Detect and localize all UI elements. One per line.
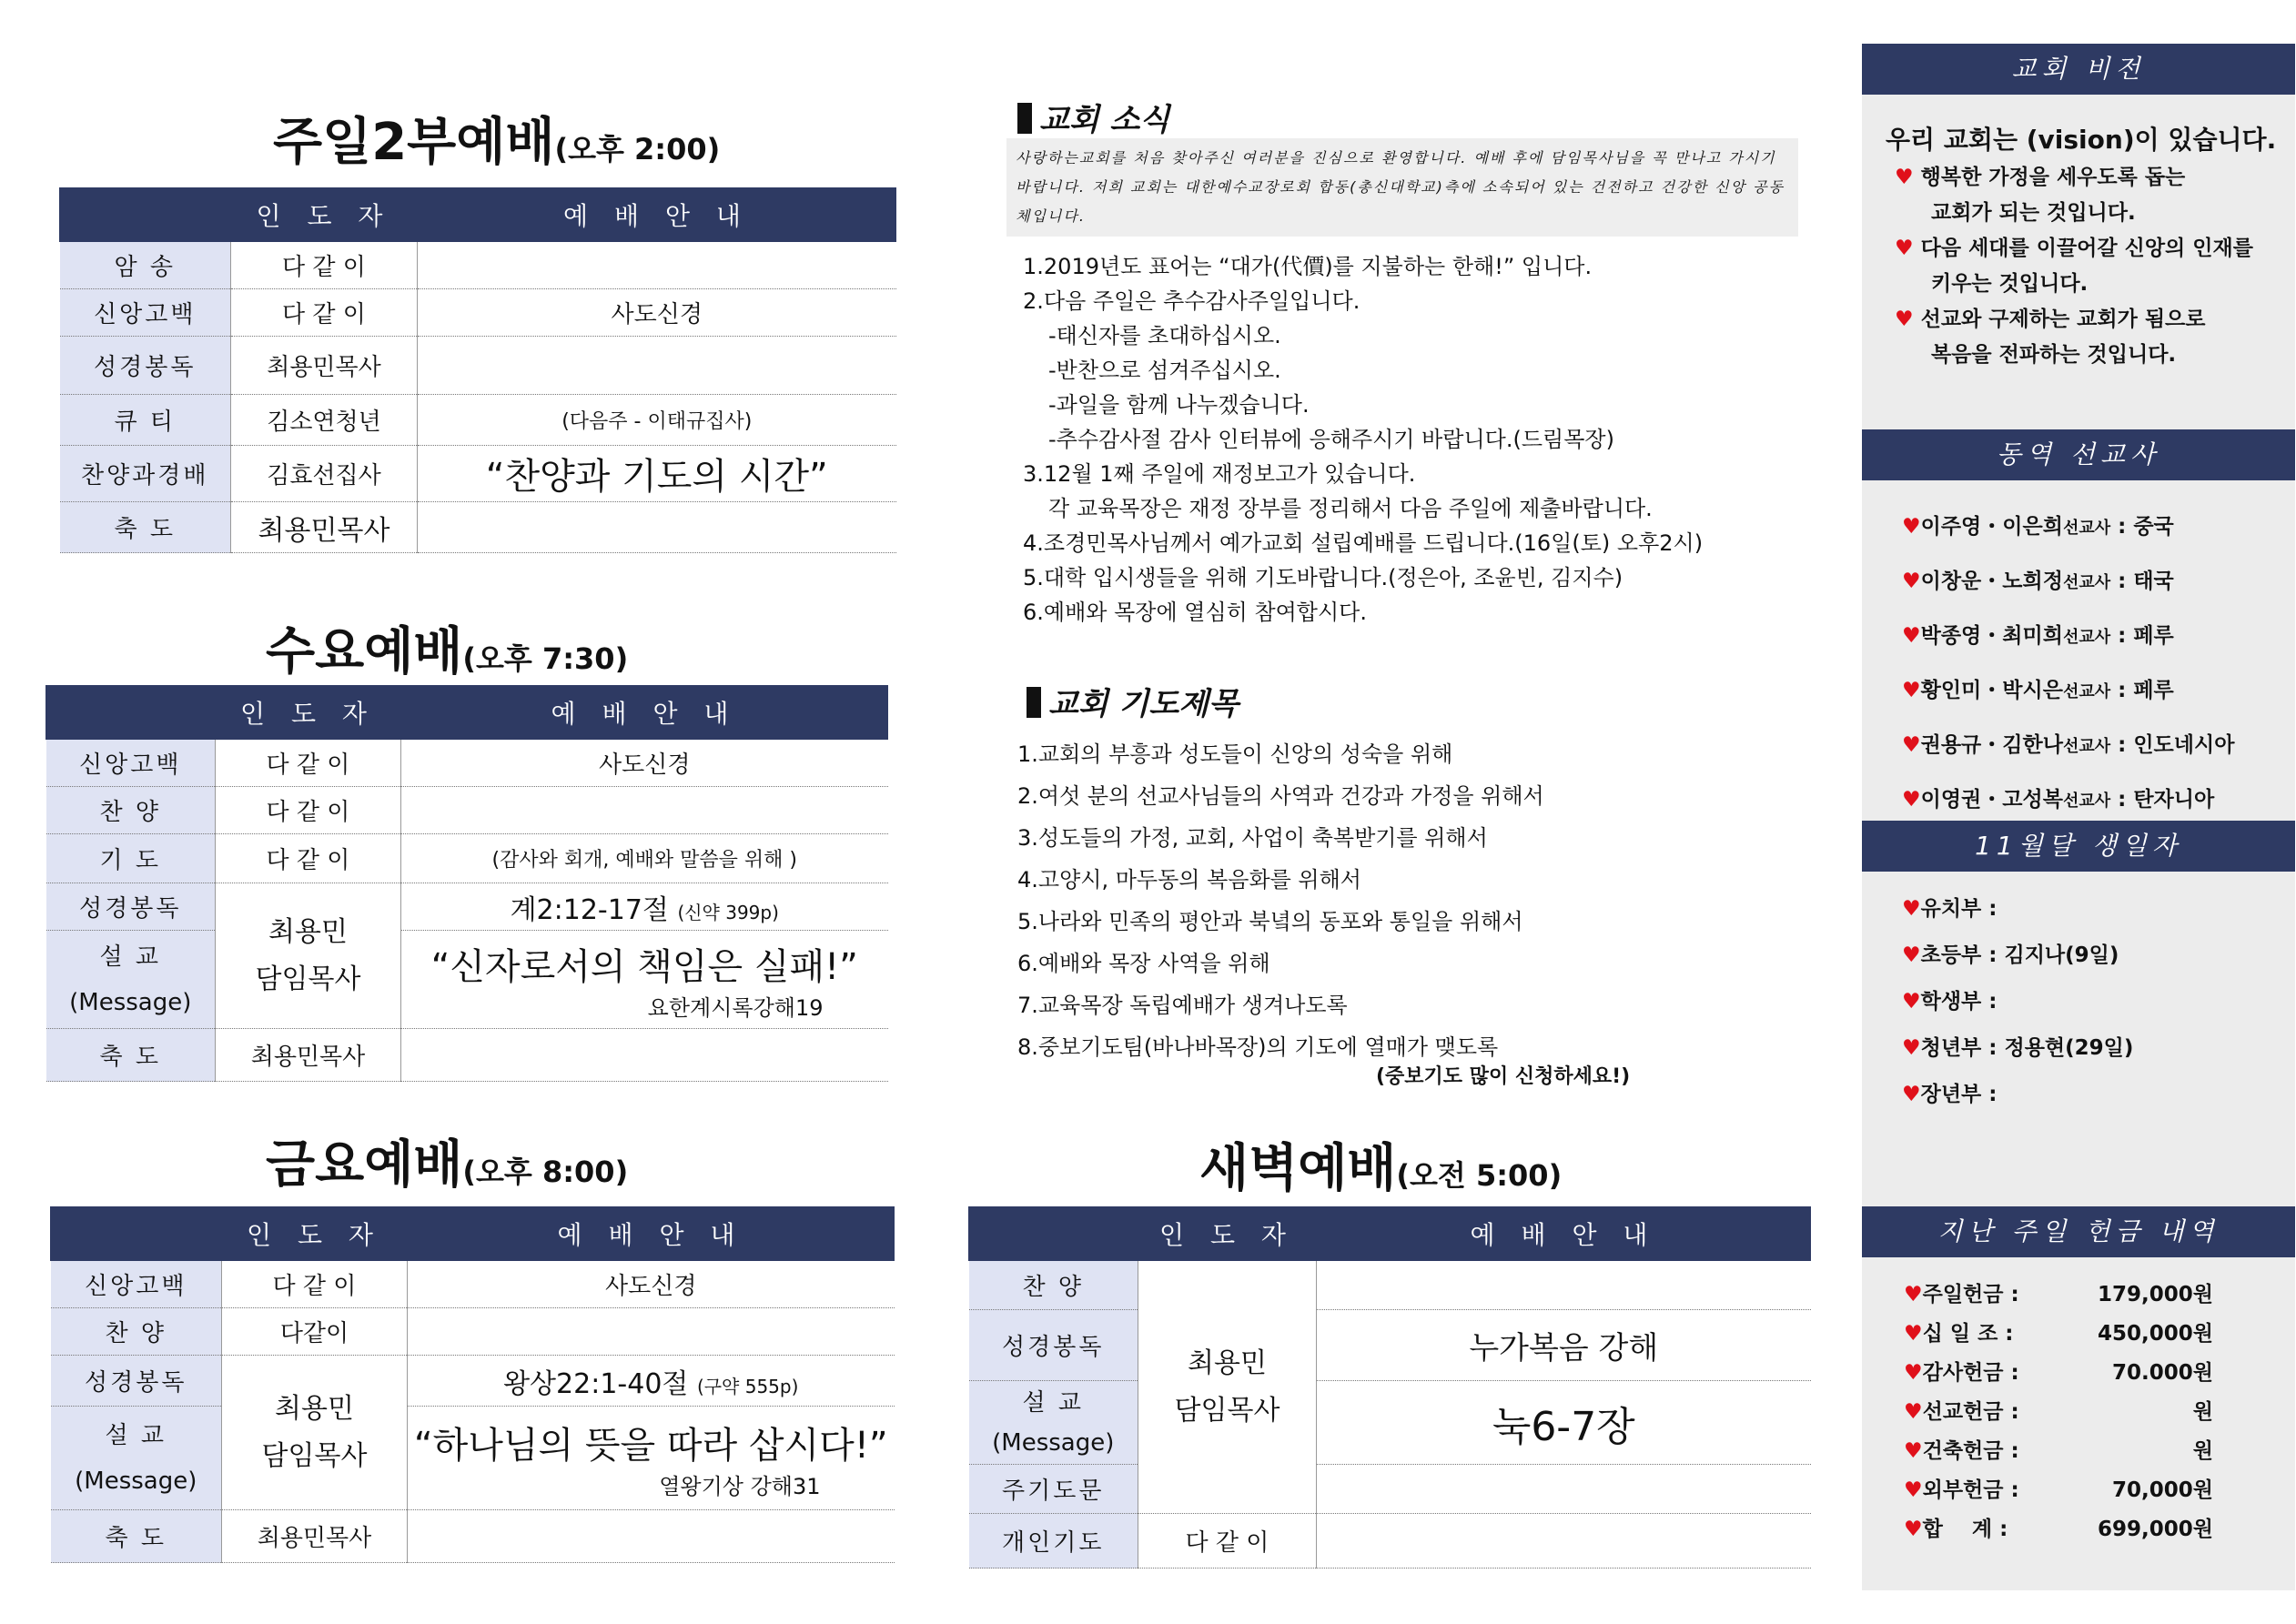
table-row (51, 1510, 895, 1563)
birthday-dept: 청년부 : (1920, 1036, 1998, 1060)
vision-line: 선교와 구제하는 교회가 됨으로 (1920, 308, 2206, 331)
missionary-title: 선교사 (2062, 573, 2111, 592)
row-guide: 사도신경 (418, 289, 896, 337)
missionary-country: 중국 (2133, 515, 2174, 539)
offering-amount: 원 (2192, 1400, 2213, 1424)
row-label: 성경봉독 (46, 883, 216, 931)
guide-header: 예 배 안 내 (418, 188, 896, 242)
table-row (46, 740, 888, 787)
row-guide (401, 1029, 888, 1082)
bible-passage: 계2:12-17절 (510, 893, 669, 926)
offering-name: 선교헌금 : (1922, 1400, 2019, 1424)
vision-lead: 우리 교회는 (vision)이 있습니다. (1886, 125, 2277, 155)
missionary-country: 페루 (2133, 624, 2174, 648)
sermon-label: 설 교 (105, 1421, 167, 1449)
list-item: 4.고양시, 마두동의 복음화를 위해서 (1017, 867, 1361, 893)
list-item: 6.예배와 목장에 열심히 참여합시다. (1023, 600, 1367, 625)
prayer-heading (1027, 679, 1239, 723)
row-label: 성경봉독 (51, 1356, 222, 1407)
news-heading (1017, 95, 1169, 139)
offering-name: 건축헌금 : (1922, 1439, 2019, 1463)
table-row (60, 502, 896, 553)
list-item: ♥이창운・노희정선교사 : 태국 (1902, 570, 2174, 593)
table-row (46, 787, 888, 834)
heart-icon: ♥ (1904, 1361, 1923, 1385)
row-leader: 다 같 이 (216, 834, 401, 883)
list-item: 1.교회의 부흥과 성도들이 신앙의 성숙을 위해 (1017, 741, 1453, 767)
row-label: 성경봉독 (60, 337, 231, 395)
sermon-series: 열왕기상 강해31 (659, 1473, 821, 1499)
heart-icon: ♥ (1902, 897, 1921, 921)
row-guide: “찬양과 기도의 시간” (418, 446, 896, 502)
leader-title: 담임목사 (255, 963, 361, 995)
list-item: 6.예배와 목장 사역을 위해 (1017, 951, 1270, 976)
offering-name: 합 계 : (1922, 1518, 2008, 1541)
wednesday-title-text: 수요예배 (266, 622, 463, 681)
leader-header: 인 도 자 (231, 188, 418, 242)
vision-list (1895, 160, 2253, 373)
table-row (969, 1261, 1811, 1310)
missionary-names: 황인미・박시은 (1920, 679, 2063, 702)
list-item (1904, 1432, 2213, 1471)
leader-name: 최용민 (268, 915, 348, 948)
row-label: 찬 양 (969, 1261, 1138, 1310)
missionary-title: 선교사 (2062, 682, 2111, 701)
list-item: ♥황인미・박시은선교사 : 페루 (1902, 679, 2174, 702)
row-guide (1317, 1514, 1811, 1569)
row-label: 주기도문 (969, 1465, 1138, 1514)
birthdays-list (1902, 886, 2133, 1118)
sermon-label-en: (Message) (69, 988, 192, 1016)
table-row (60, 446, 896, 502)
birthdays-heading: 11월달 생일자 (1862, 821, 2295, 872)
row-guide (401, 787, 888, 834)
table-row (51, 1261, 895, 1308)
row-leader: 다같이 (222, 1308, 408, 1356)
heart-icon: ♥ (1904, 1518, 1923, 1541)
friday-title (266, 1125, 628, 1197)
heart-icon: ♥ (1904, 1400, 1923, 1424)
missionaries-heading: 동역 선교사 (1862, 429, 2295, 480)
heart-icon: ♥ (1895, 237, 1914, 260)
list-item: ♥박종영・최미희선교사 : 페루 (1902, 624, 2174, 648)
sermon-series: 요한계시록강해19 (647, 994, 824, 1021)
table-row (969, 1465, 1811, 1514)
row-guide (418, 502, 896, 553)
missionary-names: 이영권・고성복 (1920, 788, 2063, 812)
list-item (1904, 1393, 2213, 1432)
table-header (60, 188, 896, 242)
vision-line: 복음을 전파하는 것입니다. (1931, 343, 2177, 367)
list-item: 7.교육목장 독립예배가 생겨나도록 (1017, 993, 1348, 1018)
missionary-country: 탄자니아 (2133, 788, 2215, 812)
row-guide (1317, 1261, 1811, 1310)
sermon-title: “하나님의 뜻을 따라 삽시다!” (413, 1424, 888, 1467)
table-row (51, 1407, 895, 1510)
row-leader: 다 같 이 (222, 1261, 408, 1308)
list-item: 3.성도들의 가정, 교회, 사업이 축복받기를 위해서 (1017, 825, 1488, 851)
guide-header: 예 배 안 내 (408, 1207, 895, 1261)
list-item (1902, 933, 2133, 979)
row-label: 신앙고백 (46, 740, 216, 787)
birthday-dept: 장년부 : (1920, 1083, 1998, 1106)
leader-header: 인 도 자 (216, 686, 401, 740)
prayer-heading-text: 교회 기도제목 (1048, 686, 1239, 722)
list-item (1902, 1072, 2133, 1118)
missionaries-list (1902, 500, 2234, 828)
row-guide: 눅6-7장 (1317, 1381, 1811, 1465)
row-guide (1317, 1465, 1811, 1514)
row-guide: 사도신경 (401, 740, 888, 787)
missionary-country: 인도네시아 (2133, 733, 2235, 757)
sermon-label-en: (Message) (75, 1467, 197, 1495)
heart-icon: ♥ (1902, 1083, 1921, 1106)
row-label: 기 도 (46, 834, 216, 883)
vision-heading: 교회 비전 (1862, 44, 2295, 95)
vision-line: 다음 세대를 이끌어갈 신앙의 인재를 (1920, 237, 2253, 260)
row-label: 찬 양 (51, 1308, 222, 1356)
leader-title: 담임목사 (261, 1439, 368, 1472)
heart-icon: ♥ (1902, 624, 1921, 648)
heart-icon: ♥ (1902, 679, 1921, 702)
list-item (1895, 231, 2253, 267)
row-label (46, 931, 216, 1029)
row-guide: 누가복음 강해 (1317, 1310, 1811, 1381)
table-row (969, 1381, 1811, 1465)
list-item: ♥이주영・이은희선교사 : 중국 (1902, 515, 2174, 539)
table-row (46, 834, 888, 883)
row-leader: 다 같 이 (216, 740, 401, 787)
birthday-dept: 초등부 : (1920, 943, 1998, 967)
row-label (969, 1381, 1138, 1465)
row-label: 찬 양 (46, 787, 216, 834)
leader-header: 인 도 자 (1138, 1207, 1317, 1261)
offering-name: 십 일 조 : (1922, 1322, 2014, 1346)
row-guide (418, 337, 896, 395)
sermon-title: “신자로서의 책임은 실패!” (430, 945, 858, 988)
row-leader: 김효선집사 (231, 446, 418, 502)
list-item (1902, 886, 2133, 933)
table-header (46, 686, 888, 740)
list-item: 4.조경민목사님께서 예가교회 설립예배를 드립니다.(16일(토) 오후2시) (1023, 530, 1704, 556)
heart-icon: ♥ (1902, 570, 1921, 593)
heart-icon: ♥ (1902, 943, 1921, 967)
row-guide (408, 1356, 895, 1407)
offering-list (1904, 1276, 2213, 1549)
birthday-names: 정용현(29일) (2004, 1036, 2134, 1060)
missionary-names: 권용규・김한나 (1920, 733, 2063, 757)
sermon-label-en: (Message) (992, 1428, 1115, 1457)
dawn-title-text: 새벽예배 (1199, 1139, 1397, 1198)
row-label: 신앙고백 (60, 289, 231, 337)
list-item: 3.12월 1째 주일에 재정보고가 있습니다. (1023, 461, 1416, 487)
sermon-label: 설 교 (99, 943, 161, 971)
offering-name: 감사헌금 : (1922, 1361, 2019, 1385)
missionary-title: 선교사 (2062, 519, 2111, 538)
dawn-time: (오전 5:00) (1396, 1158, 1563, 1193)
list-item: -과일을 함께 나누겠습니다. (1048, 392, 1310, 418)
heart-icon: ♥ (1904, 1283, 1923, 1306)
sunday2-time: (오후 2:00) (554, 132, 721, 166)
list-item: -반찬으로 섬겨주십시오. (1048, 358, 1281, 383)
missionary-title: 선교사 (2062, 737, 2111, 756)
leader-title: 담임목사 (1174, 1394, 1280, 1427)
row-label (51, 1407, 222, 1510)
offering-amount: 원 (2192, 1439, 2213, 1463)
heart-icon: ♥ (1904, 1439, 1923, 1463)
wednesday-table (46, 685, 888, 1082)
list-item (1895, 302, 2253, 338)
list-item (1904, 1471, 2213, 1510)
list-item: -추수감사절 감사 인터뷰에 응해주시기 바랍니다.(드림목장) (1048, 427, 1614, 452)
row-guide (401, 931, 888, 1029)
list-item: -태신자를 초대하십시오. (1048, 323, 1281, 348)
offering-name: 외부헌금 : (1922, 1478, 2019, 1502)
row-leader: 다 같 이 (1138, 1514, 1317, 1569)
offering-amount: 450,000원 (2098, 1322, 2213, 1346)
bible-passage: 왕상22:1-40절 (503, 1367, 689, 1400)
list-item (1902, 979, 2133, 1025)
offering-amount: 179,000원 (2098, 1283, 2213, 1306)
leader-header: 인 도 자 (222, 1207, 408, 1261)
leader-name: 최용민 (1188, 1347, 1267, 1379)
leader-name: 최용민 (275, 1392, 354, 1425)
table-row (969, 1310, 1811, 1381)
heart-icon: ♥ (1895, 308, 1914, 331)
heart-icon: ♥ (1902, 788, 1921, 812)
list-item: 각 교육목장은 재정 장부를 정리해서 다음 주일에 제출바랍니다. (1048, 496, 1653, 521)
row-label: 축 도 (51, 1510, 222, 1563)
merged-leader (222, 1356, 408, 1510)
row-label: 개인기도 (969, 1514, 1138, 1569)
row-guide (408, 1407, 895, 1510)
row-leader: 다 같 이 (231, 289, 418, 337)
missionary-country: 태국 (2133, 570, 2174, 593)
row-leader: 최용민목사 (231, 502, 418, 553)
missionary-names: 이주영・이은희 (1920, 515, 2063, 539)
row-guide (401, 883, 888, 931)
list-item: 5.대학 입시생들을 위해 기도바랍니다.(정은아, 조윤빈, 김지수) (1023, 565, 1623, 590)
list-item (1904, 1354, 2213, 1393)
list-item: 1.2019년도 표어는 “대가(代價)를 지불하는 한해!” 입니다. (1023, 254, 1593, 279)
row-label: 큐 티 (60, 395, 231, 446)
dawn-title (1199, 1128, 1562, 1201)
list-item: 5.나라와 민족의 평안과 북녘의 동포와 통일을 위해서 (1017, 909, 1523, 934)
vision-line: 키우는 것입니다. (1931, 272, 2089, 296)
table-header (969, 1207, 1811, 1261)
merged-leader (1138, 1261, 1317, 1514)
heart-icon: ♥ (1902, 1036, 1921, 1060)
list-item (1904, 1315, 2213, 1354)
prayer-note: (중보기도 많이 신청하세요!) (1376, 1065, 1631, 1088)
list-item (1902, 1025, 2133, 1072)
table-header (51, 1207, 895, 1261)
section-marker-icon (1017, 103, 1032, 134)
friday-time: (오후 8:00) (462, 1155, 629, 1189)
table-row (46, 883, 888, 931)
offering-amount: 70.000원 (2112, 1361, 2213, 1385)
table-row (969, 1514, 1811, 1569)
row-leader: 다 같 이 (216, 787, 401, 834)
row-label: 신앙고백 (51, 1261, 222, 1308)
vision-line: 교회가 되는 것입니다. (1931, 201, 2136, 225)
birthday-names: 김지나(9일) (2004, 943, 2119, 967)
row-leader: 김소연청년 (231, 395, 418, 446)
guide-header: 예 배 안 내 (1317, 1207, 1811, 1261)
row-leader: 최용민목사 (231, 337, 418, 395)
table-row (60, 337, 896, 395)
list-item: 8.중보기도팀(바나바목장)의 기도에 열매가 맺도록 (1017, 1034, 1499, 1060)
sermon-label: 설 교 (1022, 1388, 1084, 1417)
row-leader: 최용민목사 (222, 1510, 408, 1563)
table-row (51, 1308, 895, 1356)
table-row (60, 289, 896, 337)
heart-icon: ♥ (1902, 515, 1921, 539)
wednesday-title (266, 611, 628, 684)
row-label: 축 도 (46, 1029, 216, 1082)
list-item (1904, 1510, 2213, 1549)
list-item: ♥이영권・고성복선교사 : 탄자니아 (1902, 788, 2215, 812)
missionary-names: 이창운・노희정 (1920, 570, 2063, 593)
merged-leader (216, 883, 401, 1029)
offering-name: 주일헌금 : (1922, 1283, 2019, 1306)
row-guide: (감사와 회개, 예배와 말씀을 위해 ) (401, 834, 888, 883)
list-item (1895, 160, 2253, 196)
missionary-country: 페루 (2133, 679, 2174, 702)
row-label: 암 송 (60, 242, 231, 289)
offering-amount: 70,000원 (2112, 1478, 2213, 1502)
bible-page: (구약 555p) (696, 1375, 799, 1397)
birthday-dept: 유치부 : (1920, 897, 1998, 921)
news-list (1023, 249, 1703, 630)
dawn-table (968, 1206, 1811, 1569)
vision-line: 행복한 가정을 세우도록 돕는 (1920, 166, 2186, 189)
sunday2-title (273, 102, 720, 175)
heart-icon: ♥ (1904, 1322, 1923, 1346)
row-leader: 최용민목사 (216, 1029, 401, 1082)
prayer-list (1017, 733, 1544, 1068)
list-item: 2.다음 주일은 추수감사주일입니다. (1023, 288, 1360, 314)
row-guide: 사도신경 (408, 1261, 895, 1308)
heart-icon: ♥ (1902, 990, 1921, 1014)
news-intro: 사랑하는교회를 처음 찾아주신 여러분을 진심으로 환영합니다. 예배 후에 담임목사님을 꼭 만나고 가시기 바랍니다. 저희 교회는 대한예수교장로회 합동(총신대학교)측에 소속되어 있는 건전하고 건강한 신앙 공동체입니다. (1016, 149, 1785, 225)
news-intro-box (1006, 138, 1798, 237)
friday-title-text: 금요예배 (266, 1135, 463, 1195)
row-guide (408, 1308, 895, 1356)
birthday-dept: 학생부 : (1920, 990, 1998, 1014)
missionary-names: 박종영・최미희 (1920, 624, 2063, 648)
heart-icon: ♥ (1904, 1478, 1923, 1502)
table-row (51, 1356, 895, 1407)
row-label: 성경봉독 (969, 1310, 1138, 1381)
table-row (46, 1029, 888, 1082)
heart-icon: ♥ (1902, 733, 1921, 757)
offering-amount: 699,000원 (2098, 1518, 2213, 1541)
table-row (46, 931, 888, 1029)
row-leader: 다 같 이 (231, 242, 418, 289)
list-item (1904, 1276, 2213, 1315)
wednesday-time: (오후 7:30) (462, 641, 629, 676)
heart-icon: ♥ (1895, 166, 1914, 189)
section-marker-icon (1027, 687, 1041, 718)
list-item: 2.여섯 분의 선교사님들의 사역과 건강과 가정을 위해서 (1017, 783, 1544, 809)
sunday2-title-text: 주일2부예배 (273, 113, 555, 172)
row-guide (418, 242, 896, 289)
row-guide (408, 1510, 895, 1563)
sunday2-table (59, 187, 896, 553)
offering-heading: 지난 주일 헌금 내역 (1862, 1206, 2295, 1257)
guide-header: 예 배 안 내 (401, 686, 888, 740)
row-label: 축 도 (60, 502, 231, 553)
bible-page: (신약 399p) (677, 901, 779, 923)
row-label: 찬양과경배 (60, 446, 231, 502)
table-row (60, 395, 896, 446)
table-row (60, 242, 896, 289)
missionary-title: 선교사 (2062, 628, 2111, 647)
missionary-title: 선교사 (2062, 792, 2111, 811)
row-guide: (다음주 - 이태규집사) (418, 395, 896, 446)
news-heading-text: 교회 소식 (1039, 102, 1170, 138)
friday-table (50, 1206, 895, 1563)
list-item: ♥권용규・김한나선교사 : 인도네시아 (1902, 733, 2235, 757)
